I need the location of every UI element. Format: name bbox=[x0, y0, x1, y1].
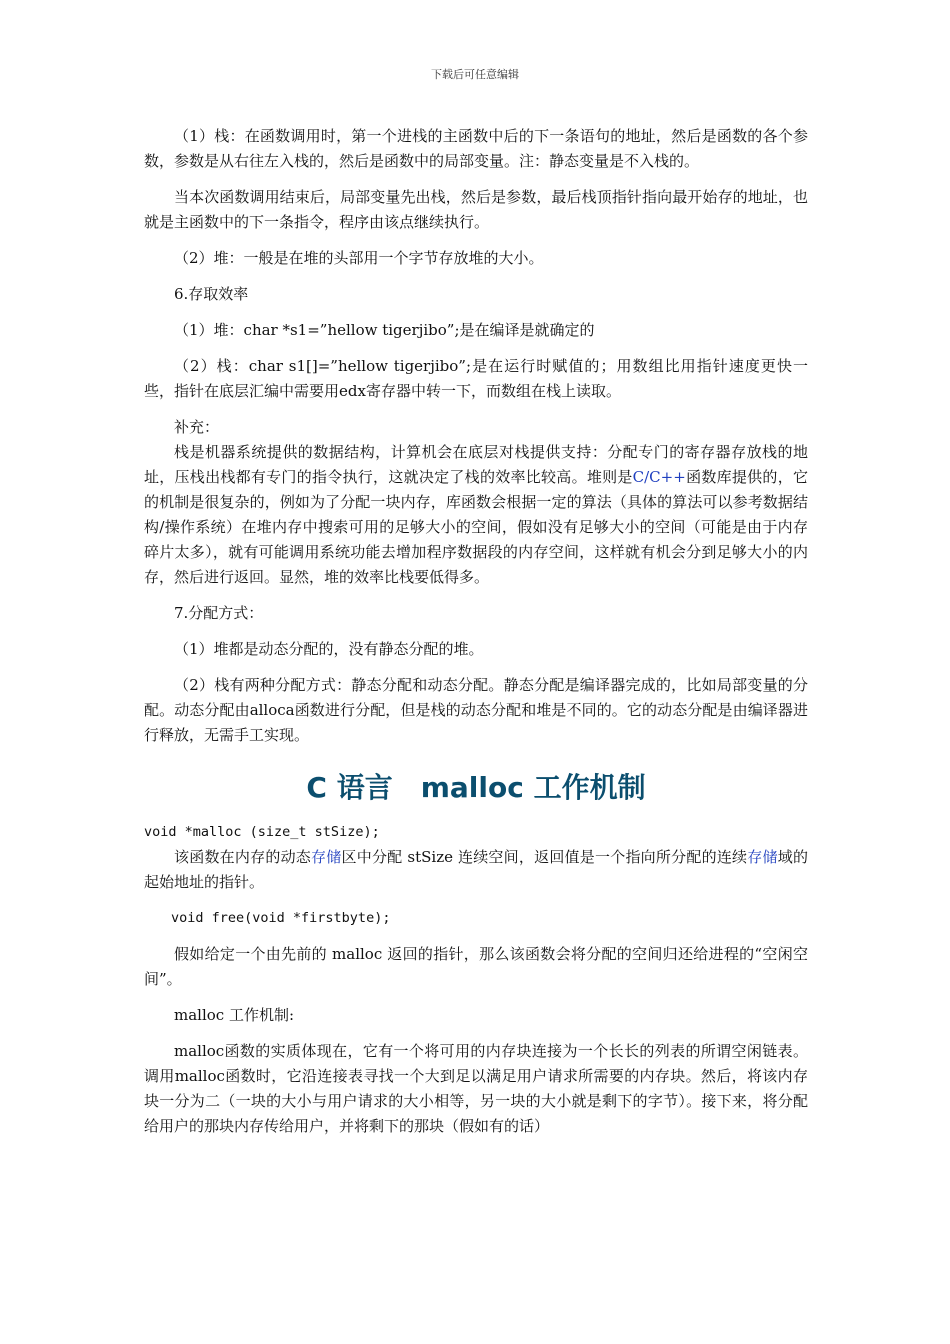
paragraph-stack-allocation: （2）栈有两种分配方式：静态分配和动态分配。静态分配是编译器完成的，比如局部变量的分配。动态分配由alloca函数进行分配，但是栈的动态分配和堆是不同的。它的动态分配是由编译器进行释放，无需手工实现。 bbox=[144, 676, 808, 744]
paragraph-heap-dynamic: （1）堆都是动态分配的，没有静态分配的堆。 bbox=[174, 640, 484, 658]
link-storage-2[interactable]: 存储 bbox=[747, 848, 778, 866]
document-body bbox=[144, 124, 808, 1150]
heading-malloc-mechanism: malloc 工作机制: bbox=[174, 1006, 295, 1024]
paragraph-stack-push: （1）栈：在函数调用时，第一个进栈的主函数中后的下一条语句的地址，然后是函数的各个参数，参数是从右往左入栈的，然后是函数中的局部变量。注：静态变量是不入栈的。 bbox=[144, 127, 808, 170]
paragraph-heap-example: （1）堆：char *s1=”hellow tigerjibo”;是在编译是就确定的 bbox=[174, 321, 595, 339]
paragraph-malloc-mechanism: malloc函数的实质体现在，它有一个将可用的内存块连接为一个长长的列表的所谓空闲链表。调用malloc函数时，它沿连接表寻找一个大到足以满足用户请求所需要的内存块。然后，将该内存块一分为二（一块的大小与用户请求的大小相等，另一块的大小就是剩下的字节）。接下来，将分配给用户的那块内存传给用户，并将剩下的那块（假如有的话） bbox=[144, 1042, 808, 1135]
paragraph-malloc-desc: 该函数在内存的动态存储区中分配 stSize 连续空间，返回值是一个指向所分配的连续存储域的起始地址的指针。 bbox=[144, 848, 808, 891]
free-signature: void free(void *firstbyte); bbox=[171, 910, 391, 926]
paragraph-free-desc: 假如给定一个由先前的 malloc 返回的指针，那么该函数会将分配的空间归还给进程的“空闲空间”。 bbox=[144, 945, 808, 988]
malloc-signature: void *malloc (size_t stSize); bbox=[144, 824, 380, 840]
paragraph-stack-pop: 当本次函数调用结束后，局部变量先出栈，然后是参数，最后栈顶指针指向最开始存的地址，也就是主函数中的下一条指令，程序由该点继续执行。 bbox=[144, 188, 808, 231]
link-c-cpp[interactable]: C/C++ bbox=[632, 468, 686, 486]
section-title: C 语言 malloc 工作机制 bbox=[306, 771, 646, 804]
heading-access-efficiency: 6.存取效率 bbox=[174, 285, 249, 303]
paragraph-stack-example: （2）栈：char s1[]=”hellow tigerjibo”;是在运行时赋值的；用数组比用指针速度更快一些，指针在底层汇编中需要用edx寄存器中转一下，而数组在栈上读取。 bbox=[144, 357, 808, 400]
paragraph-heap-size: （2）堆：一般是在堆的头部用一个字节存放堆的大小。 bbox=[174, 249, 544, 267]
link-storage-1[interactable]: 存储 bbox=[311, 848, 342, 866]
heading-allocation: 7.分配方式： bbox=[174, 604, 264, 622]
paragraph-supplement: 栈是机器系统提供的数据结构，计算机会在底层对栈提供支持：分配专门的寄存器存放栈的地址，压栈出栈都有专门的指令执行，这就决定了栈的效率比较高。堆则是C/C++函数库提供的，它的机制是很复杂的，例如为了分配一块内存，库函数会根据一定的算法（具体的算法可以参考数据结构/操作系统）在堆内存中搜索可用的足够大小的空间，假如没有足够大小的空间（可能是由于内存碎片太多），就有可能调用系统功能去增加程序数据段的内存空间，这样就有机会分到足够大小的内存，然后进行返回。显然，堆的效率比栈要低得多。 bbox=[144, 443, 808, 586]
page-header: 下载后可任意编辑 bbox=[431, 68, 519, 81]
heading-supplement: 补充： bbox=[174, 418, 220, 436]
